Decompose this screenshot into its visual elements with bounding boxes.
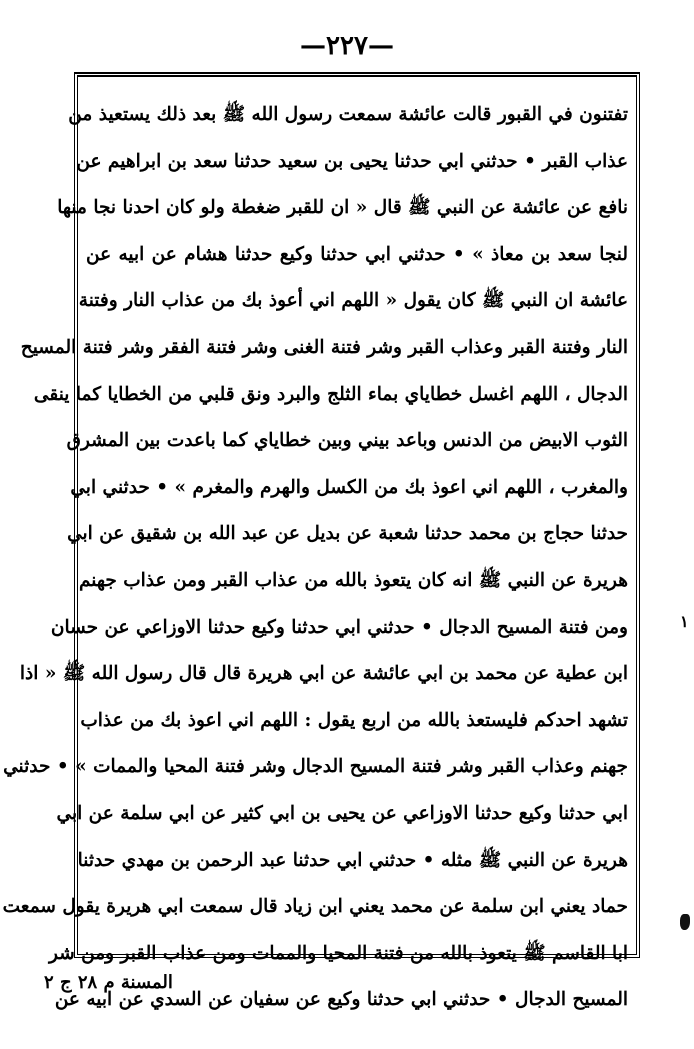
text-line: ومن فتنة المسيح الدجال • حدثني ابي حدثنا وكيع حدثنا الاوزاعي عن حسان	[50, 616, 628, 638]
text-line: الثوب الابيض من الدنس وباعد بيني وبين خطاياي كما باعدت بين المشرق	[66, 430, 628, 452]
text-line: عذاب القبر • حدثني ابي حدثنا يحيى بن سعيد حدثنا سعد بن ابراهيم عن	[76, 150, 628, 172]
text-line: حدثنا حجاج بن محمد حدثنا شعبة عن بديل عن عبد الله بن شقيق عن ابي	[67, 523, 628, 545]
text-line: والمغرب ، اللهم اني اعوذ بك من الكسل والهرم والمغرم » • حدثني ابي	[70, 476, 628, 498]
text-line: تشهد احدكم فليستعذ بالله من اربع يقول : اللهم اني اعوذ بك من عذاب	[80, 709, 628, 731]
text-line: عائشة ان النبي ﷺ كان يقول « اللهم اني أعوذ بك من عذاب النار وفتنة	[78, 290, 628, 312]
text-line: هريرة عن النبي ﷺ مثله • حدثني ابي حدثنا عبد الرحمن بن مهدي حدثنا	[77, 849, 628, 871]
ink-blot	[680, 914, 690, 930]
text-line: تفتنون في القبور قالت عائشة سمعت رسول الله ﷺ بعد ذلك يستعيذ من	[68, 104, 628, 125]
text-line: ابي حدثنا وكيع حدثنا الاوزاعي عن يحيى بن ابي كثير عن ابي سلمة عن ابي	[56, 802, 628, 824]
hadith-text-body	[2, 92, 628, 1024]
margin-mark: ١	[680, 612, 689, 631]
text-line: المسيح الدجال • حدثني ابي حدثنا وكيع عن سفيان عن السدي عن ابيه عن	[54, 989, 628, 1011]
text-line: جهنم وعذاب القبر وشر فتنة المسيح الدجال وشر فتنة المحيا والممات » • حدثني	[3, 756, 628, 778]
text-line: الدجال ، اللهم اغسل خطاياي بماء الثلج والبرد ونق قلبي من الخطايا كما ينقى	[33, 383, 628, 405]
text-line: هريرة عن النبي ﷺ انه كان يتعوذ بالله من عذاب القبر ومن عذاب جهنم	[78, 569, 628, 591]
text-line: نافع عن عائشة عن النبي ﷺ قال « ان للقبر ضغطة ولو كان احدنا نجا منها	[57, 197, 628, 219]
text-line: ابن عطية عن محمد بن ابي عائشة عن ابي هريرة قال قال رسول الله ﷺ « اذا	[19, 663, 628, 685]
printer-signature: المسنة م ٢٨ ج ٢	[44, 972, 173, 993]
text-line: النار وفتنة القبر وعذاب القبر وشر فتنة الغنى وشر فتنة الفقر وشر فتنة المسيح	[20, 336, 628, 358]
page-number: —٢٢٧—	[300, 31, 394, 61]
text-line: لنجا سعد بن معاذ » • حدثني ابي حدثنا وكيع حدثنا هشام عن ابيه عن	[86, 243, 628, 265]
text-line: حماد يعني ابن سلمة عن محمد يعني ابن زياد قال سمعت ابي هريرة يقول سمعت	[2, 896, 628, 918]
text-line: ابا القاسم ﷺ يتعوذ بالله من فتنة المحيا والممات ومن عذاب القبر ومن شر	[48, 942, 628, 964]
